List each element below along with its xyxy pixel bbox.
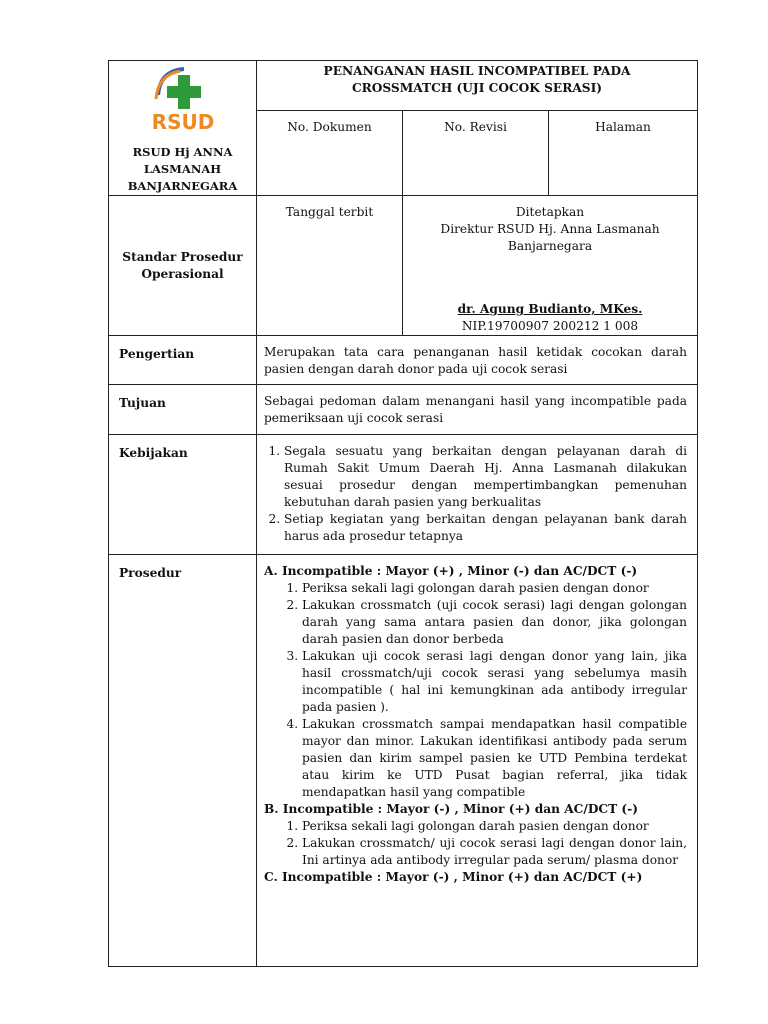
prosedur-label: Prosedur	[109, 555, 257, 967]
logo-text: RSUD	[151, 110, 214, 134]
signatory-nip: NIP.19700907 200212 1 008	[461, 319, 639, 333]
kebijakan-list	[264, 443, 687, 545]
hospital-name-line-2: LASMANAH	[143, 162, 222, 176]
direktur-line-2: Banjarnegara	[507, 239, 593, 253]
section-b-heading: B. Incompatible : Mayor (-) , Minor (+) dan AC/DCT (-)	[264, 802, 639, 816]
list-item: 1. Periksa sekali lagi golongan darah pasien dengan donor	[302, 818, 687, 835]
list-item: 2. Lakukan crossmatch (uji cocok serasi) lagi dengan golongan darah yang sama antara pasien dan donor, jika golongan darah pasien dan donor berbeda	[302, 597, 687, 648]
sop-table	[108, 60, 698, 967]
hospital-name-line-1: RSUD Hj ANNA	[132, 145, 233, 159]
no-dokumen-cell: No. Dokumen	[257, 110, 403, 195]
title-line-2: CROSSMATCH (UJI COCOK SERASI)	[351, 81, 603, 95]
sop-document	[108, 60, 697, 960]
pengertian-text: Merupakan tata cara penanganan hasil ketidak cocokan darah pasien dengan darah donor pada uji cocok serasi	[257, 336, 698, 385]
no-revisi-cell: No. Revisi	[403, 110, 549, 195]
rsud-logo-icon	[150, 65, 216, 135]
direktur-line-1: Direktur RSUD Hj. Anna Lasmanah	[440, 222, 660, 236]
section-a-heading: A. Incompatible : Mayor (+) , Minor (-) dan AC/DCT (-)	[264, 564, 638, 578]
list-item: 1. Segala sesuatu yang berkaitan dengan pelayanan darah di Rumah Sakit Umum Daerah Hj. Anna Lasmanah dilakukan sesuai prosedur dengan mempertimbangkan pemenuhan kebutuhan darah pasien yang berkualitas	[284, 443, 687, 511]
list-item: 2. Lakukan crossmatch/ uji cocok serasi lagi dengan donor lain, Ini artinya ada antibody irregular pada serum/ plasma donor	[302, 835, 687, 869]
section-b-list	[264, 818, 687, 869]
section-a-list	[264, 580, 687, 801]
document-title	[257, 61, 698, 111]
prosedur-body	[257, 555, 698, 967]
kebijakan-label: Kebijakan	[109, 435, 257, 555]
section-c-heading: C. Incompatible : Mayor (-) , Minor (+) dan AC/DCT (+)	[264, 870, 643, 884]
tujuan-text: Sebagai pedoman dalam menangani hasil yang incompatible pada pemeriksaan uji cocok serasi	[257, 385, 698, 435]
sop-label-line-1: Standar Prosedur	[122, 249, 243, 264]
list-item: 2. Setiap kegiatan yang berkaitan dengan pelayanan bank darah harus ada prosedur tetapnya	[284, 511, 687, 545]
hospital-name	[109, 144, 256, 195]
tujuan-label: Tujuan	[109, 385, 257, 435]
sop-label-line-2: Operasional	[141, 266, 224, 281]
pengertian-label: Pengertian	[109, 336, 257, 385]
signatory-name: dr. Agung Budianto, MKes.	[457, 302, 643, 316]
title-line-1: PENANGANAN HASIL INCOMPATIBEL PADA	[323, 64, 631, 78]
halaman-cell: Halaman	[549, 110, 698, 195]
ditetapkan-cell	[403, 196, 698, 336]
hospital-name-line-3: BANJARNEGARA	[127, 179, 238, 193]
kebijakan-body	[257, 435, 698, 555]
list-item: 4. Lakukan crossmatch sampai mendapatkan hasil compatible mayor dan minor. Lakukan identifikasi antibody pada serum pasien dan kirim sampel pasien ke UTD Pembina terdekat atau kirim ke UTD Pusat bagian referral, jika tidak mendapatkan hasil yang compatible	[302, 716, 687, 801]
hospital-header-cell	[109, 61, 257, 196]
list-item: 3. Lakukan uji cocok serasi lagi dengan donor yang lain, jika hasil crossmatch/uji cocok serasi yang sebelumya masih incompatible ( hal ini kemungkinan ada antibody irregular pada pasien ).	[302, 648, 687, 716]
tanggal-terbit-cell: Tanggal terbit	[257, 196, 403, 336]
list-item: 1. Periksa sekali lagi golongan darah pasien dengan donor	[302, 580, 687, 597]
sop-label	[109, 196, 257, 336]
ditetapkan-text: Ditetapkan	[515, 205, 585, 219]
